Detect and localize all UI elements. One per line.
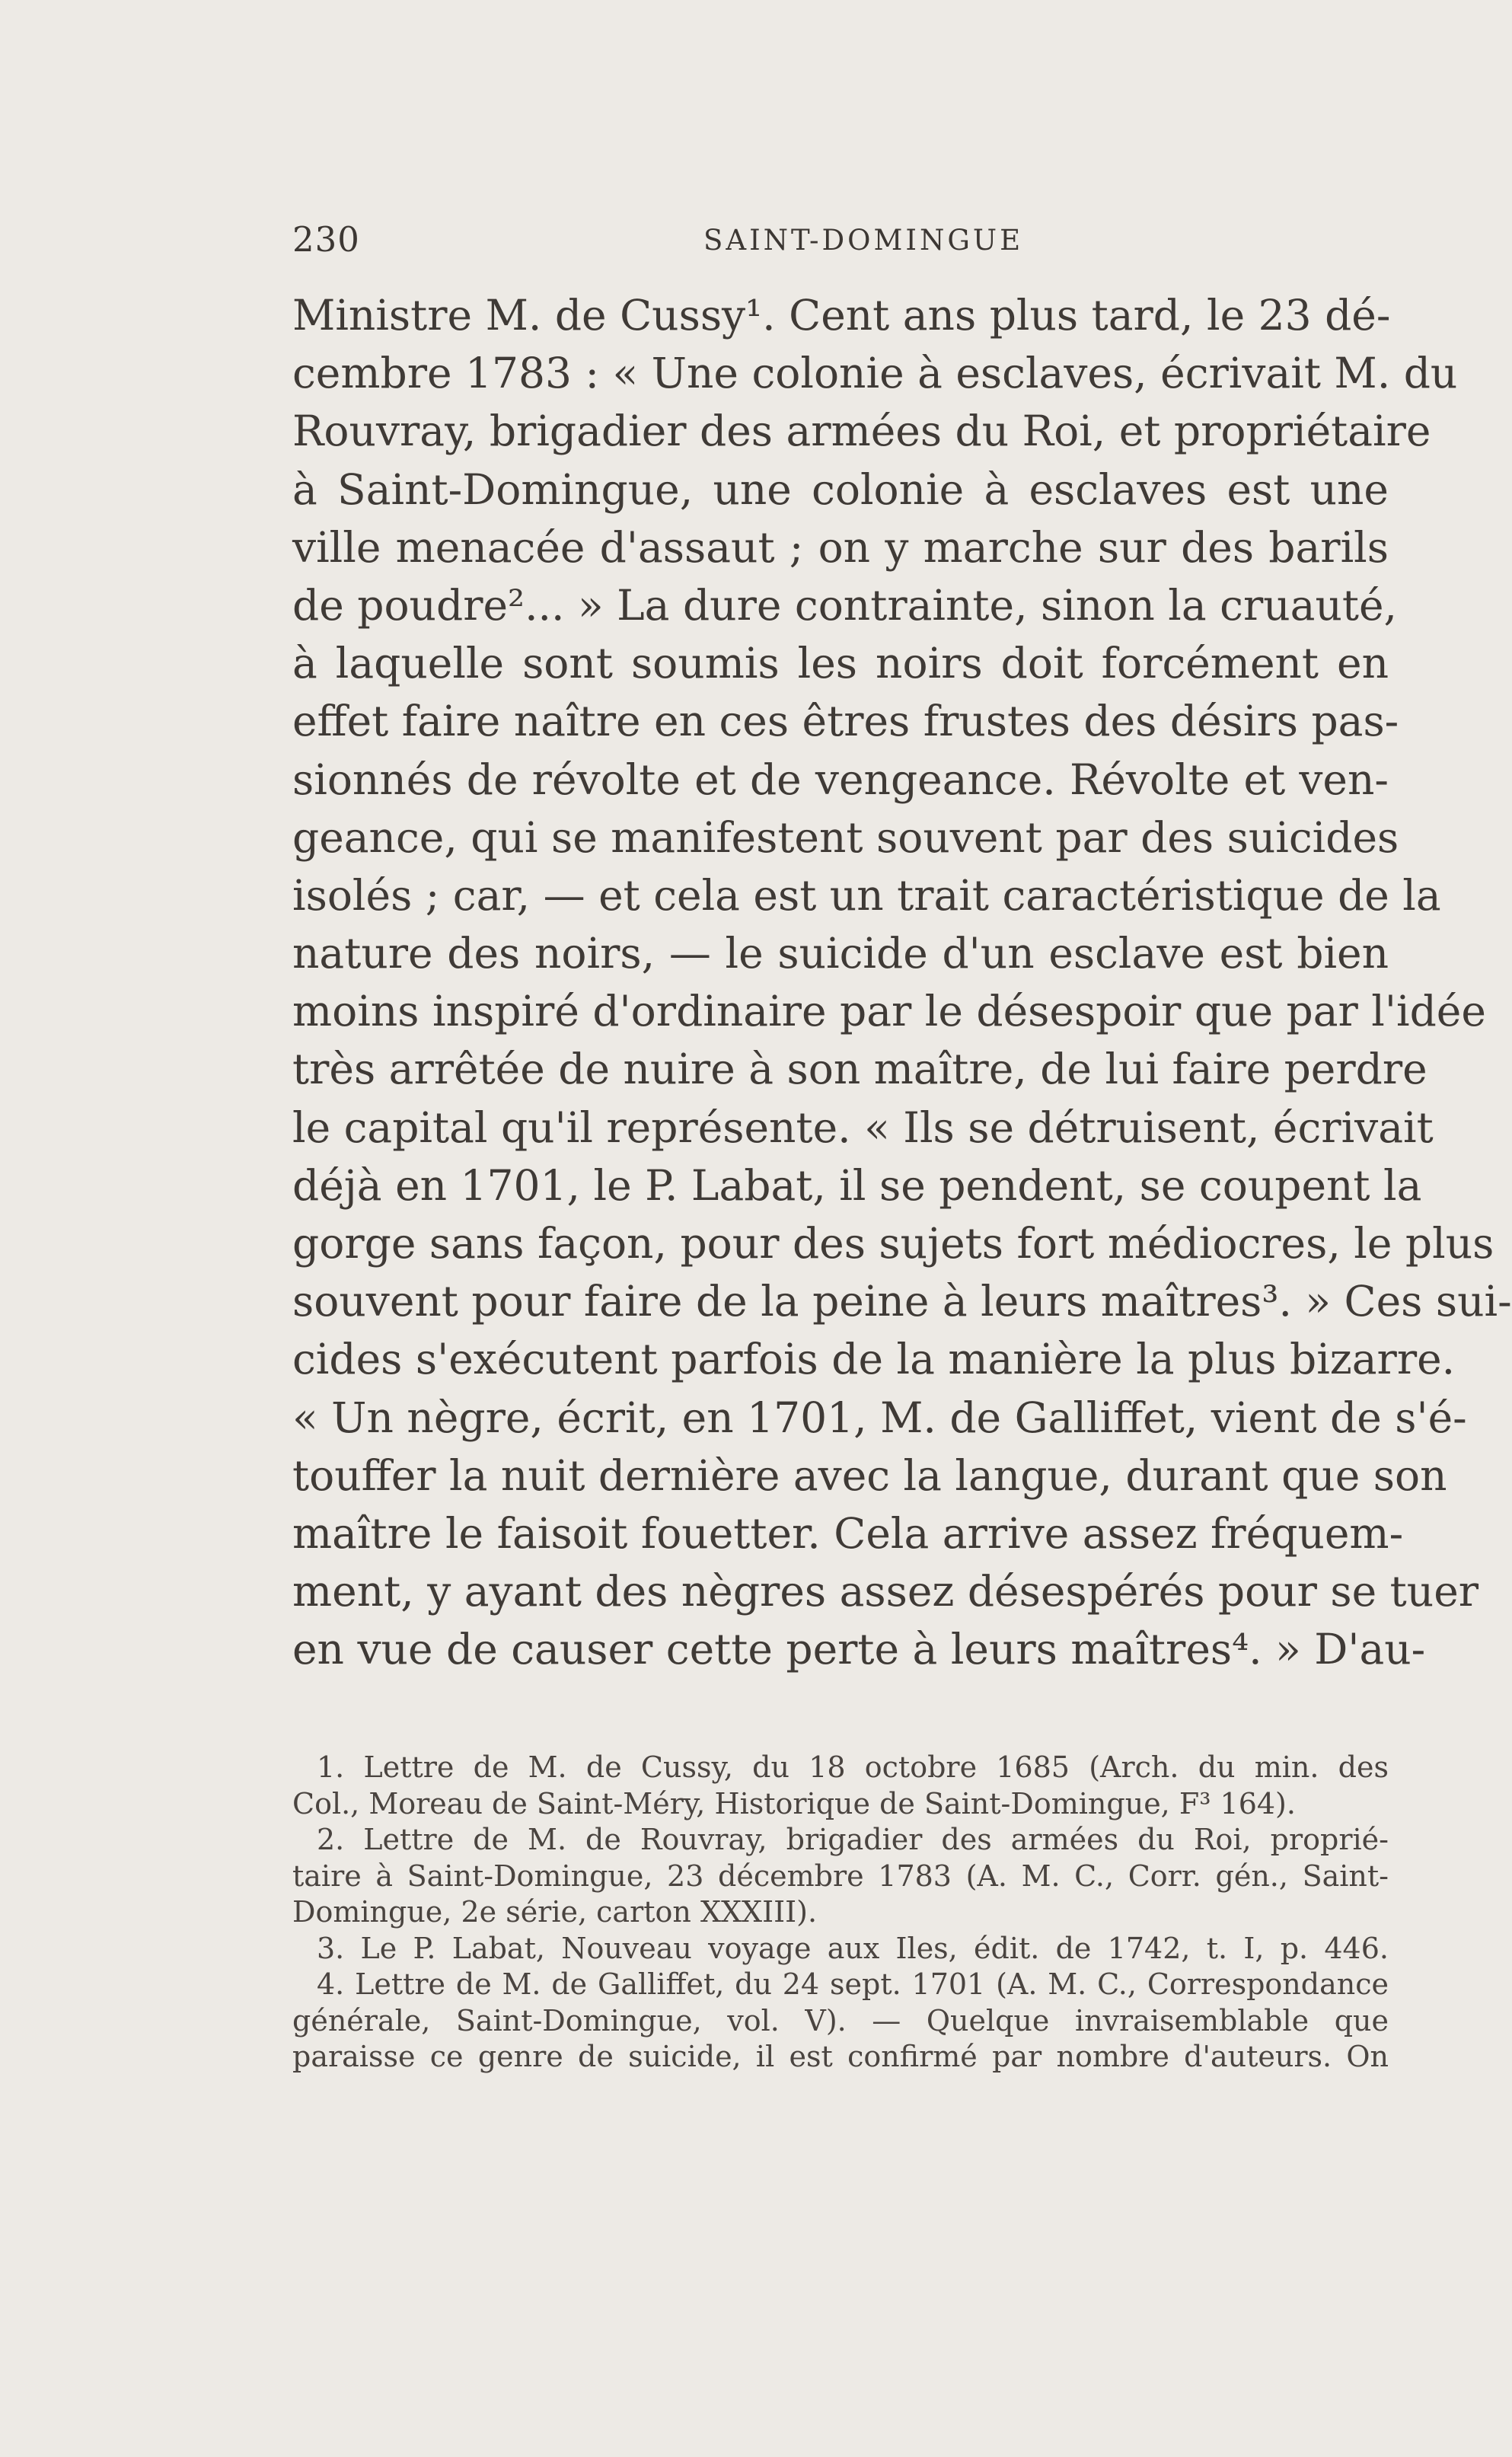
- footnote-line: taire à Saint-Domingue, 23 décembre 1783 (A. M. C., Corr. gén., Saint-: [292, 1859, 1389, 1893]
- footnote-line: 2. Lettre de M. de Rouvray, brigadier des armées du Roi, proprié-: [317, 1823, 1389, 1856]
- body-line: moins inspiré d'ordinaire par le désespoir que par l'idée: [292, 987, 1486, 1036]
- body-line: maître le faisoit fouetter. Cela arrive assez fréquem-: [292, 1508, 1404, 1558]
- body-line: à laquelle sont soumis les noirs doit forcément en: [292, 639, 1389, 688]
- body-line: Ministre M. de Cussy¹. Cent ans plus tard, le 23 dé-: [292, 291, 1391, 340]
- body-line: déjà en 1701, le P. Labat, il se pendent, se coupent la: [292, 1160, 1422, 1210]
- footnote-line: Col., Moreau de Saint-Méry, Historique de Saint-Domingue, F³ 164).: [292, 1786, 1296, 1820]
- body-line: « Un nègre, écrit, en 1701, M. de Galliffet, vient de s'é-: [292, 1393, 1467, 1442]
- body-line: ville menacée d'assaut ; on y marche sur des barils: [292, 522, 1389, 572]
- body-line: isolés ; car, — et cela est un trait caractéristique de la: [292, 870, 1441, 920]
- page-number: 230: [292, 219, 360, 260]
- body-line: très arrêtée de nuire à son maître, de lui faire perdre: [292, 1045, 1427, 1094]
- body-line: cides s'exécutent parfois de la manière la plus bizarre.: [292, 1335, 1456, 1384]
- body-line: geance, qui se manifestent souvent par des suicides: [292, 812, 1399, 862]
- body-text: [292, 286, 1512, 1679]
- body-line: en vue de causer cette perte à leurs maîtres⁴. » D'au-: [292, 1625, 1426, 1674]
- body-line: nature des noirs, — le suicide d'un esclave est bien: [292, 929, 1389, 978]
- body-line: à Saint-Domingue, une colonie à esclaves est une: [292, 464, 1389, 514]
- footnote-line: générale, Saint-Domingue, vol. V). — Quelque invraisemblable que: [292, 2003, 1389, 2037]
- footnote-4: [292, 1967, 1389, 2076]
- body-line: Rouvray, brigadier des armées du Roi, et propriétaire: [292, 407, 1431, 456]
- running-head: SAINT-DOMINGUE: [703, 224, 1024, 257]
- body-line: le capital qu'il représente. « Ils se détruisent, écrivait: [292, 1102, 1434, 1152]
- body-line: sionnés de révolte et de vengeance. Révolte et ven-: [292, 755, 1389, 804]
- footnote-3: [292, 1931, 1389, 1967]
- footnote-line: Domingue, 2e série, carton XXXIII).: [292, 1895, 818, 1929]
- page-header: [292, 219, 1389, 265]
- footnote-line: 4. Lettre de M. de Galliffet, du 24 sept. 1701 (A. M. C., Correspondance: [317, 1967, 1389, 2001]
- body-line: ment, y ayant des nègres assez désespérés pour se tuer: [292, 1567, 1479, 1616]
- body-line: touffer la nuit dernière avec la langue, durant que son: [292, 1450, 1447, 1500]
- footnote-line: 3. Le P. Labat, Nouveau voyage aux Iles, édit. de 1742, t. I, p. 446.: [317, 1931, 1389, 1965]
- footnote-2: [292, 1822, 1389, 1931]
- footnote-line: 1. Lettre de M. de Cussy, du 18 octobre 1685 (Arch. du min. des: [317, 1750, 1389, 1784]
- footnotes: [292, 1750, 1389, 2076]
- body-line: cembre 1783 : « Une colonie à esclaves, écrivait M. du: [292, 349, 1458, 398]
- body-line: effet faire naître en ces êtres frustes des désirs pas-: [292, 697, 1399, 746]
- body-line: de poudre²... » La dure contrainte, sinon la cruauté,: [292, 580, 1398, 630]
- footnote-1: [292, 1750, 1389, 1822]
- body-line: souvent pour faire de la peine à leurs maîtres³. » Ces sui-: [292, 1277, 1512, 1326]
- footnote-line: paraisse ce genre de suicide, il est confirmé par nombre d'auteurs. On: [292, 2040, 1389, 2073]
- body-line: gorge sans façon, pour des sujets fort médiocres, le plus: [292, 1219, 1494, 1268]
